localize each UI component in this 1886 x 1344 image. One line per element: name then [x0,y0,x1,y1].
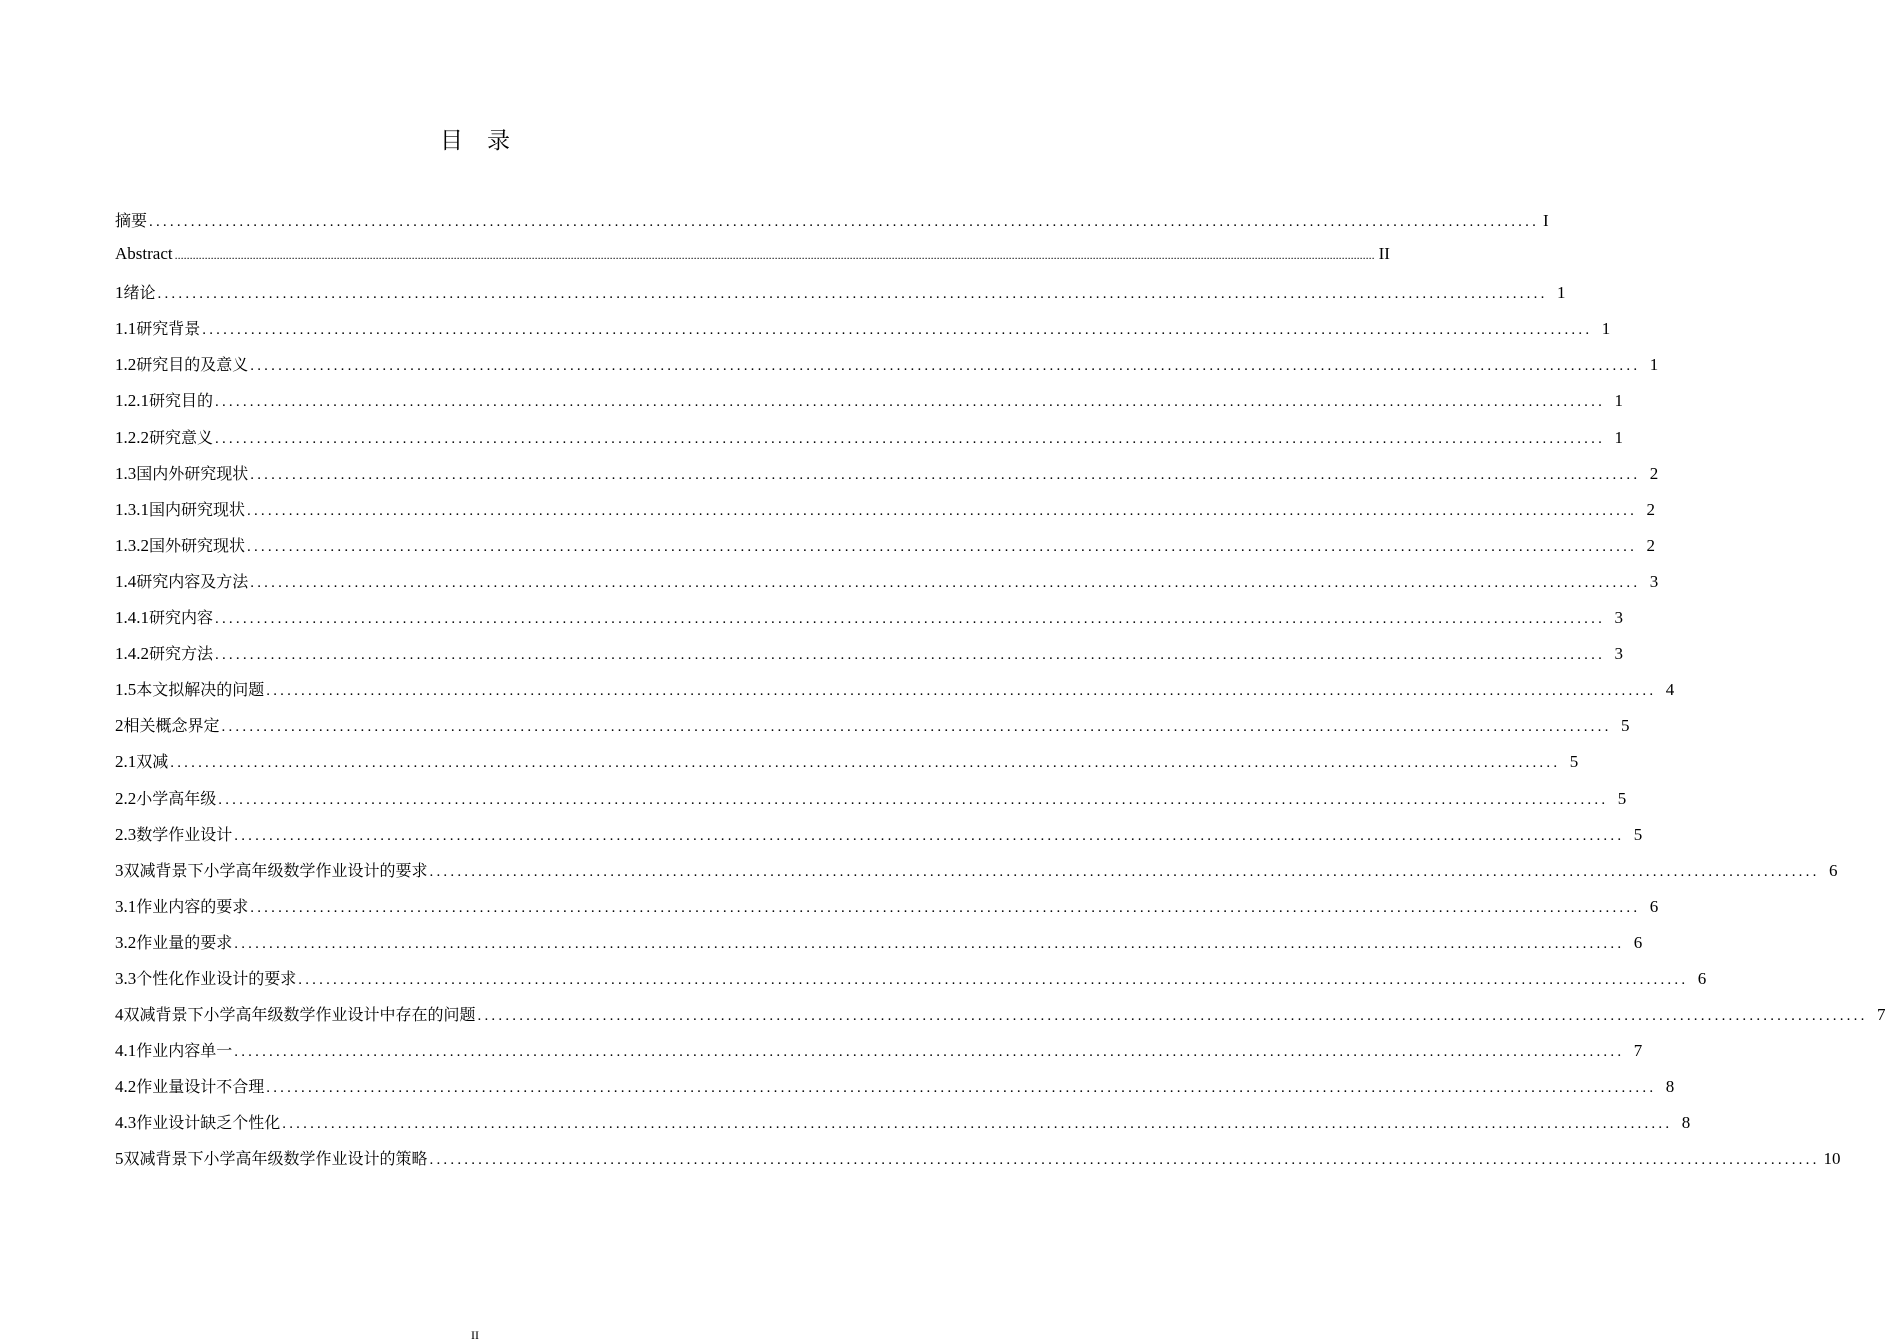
toc-entry[interactable] [115,244,1390,280]
toc-entry-page: 7 [1633,1041,1643,1061]
toc-entry-label: 国内外研究现状 [136,463,249,483]
toc-entry-leader: ........................................................................................................................................................................................................ [250,358,1641,375]
toc-entry-label: 作业内容的要求 [136,896,249,916]
toc-entry-page: 7 [1877,1005,1886,1025]
toc-entry-label: 个性化作业设计的要求 [136,968,297,988]
toc-entry[interactable] [115,677,1675,713]
toc-entry-leader: ........................................................................................................................................................................................................ [247,502,1638,519]
toc-entry-label: 双减背景下小学高年级数学作业设计的策略 [123,1149,428,1169]
toc-entry-number: 4.1 [115,1041,137,1061]
toc-entry-leader: ........................................................................................................................................................................................................ [215,394,1606,411]
toc-entry[interactable] [115,280,1566,316]
toc-entry-page: 5 [1633,824,1643,844]
toc-entry-page: I [1543,211,1549,230]
toc-entry-number: 2.1 [115,752,137,772]
toc-entry-page: 6 [1829,860,1838,880]
toc-entry-page: 6 [1697,968,1707,988]
toc-entry-leader: ........................................................................................................................................................................................................ [149,214,1540,230]
toc-entry-leader: ........................................................................................................................................................................................................ [157,286,1548,303]
toc-entry-label: 作业内容单一 [136,1041,233,1061]
toc-entry-page: 10 [1823,1149,1841,1169]
toc-entry-page: 1 [1557,283,1566,303]
toc-entry-number: 3.2 [115,932,137,952]
toc-entry-leader: ........................................................................................................................................................................................................ [266,683,1657,700]
toc-entry-label: 摘要 [115,211,148,230]
toc-entry-number: 1.3 [115,463,137,483]
toc-entry-number: 4.3 [115,1113,137,1133]
title-char-2: 录 [487,128,510,154]
toc-entry[interactable] [115,930,1643,966]
toc-entry-leader: ........................................................................................................................................................................................................ [202,322,1593,339]
toc-entry-page: 2 [1646,499,1656,519]
toc-entry-leader: ........................................................................................................................................................................................................ [170,755,1561,772]
toc-entry[interactable] [115,1038,1643,1074]
toc-entry-leader: ........................................................................................................................................................................................................ [234,935,1625,952]
toc-entry-number: 4 [115,1005,124,1025]
toc-entry-leader: ........................................................................................................................................................................................................ [250,899,1641,916]
toc-entry-leader: ........................................................................................................................................................................................................ [215,430,1606,447]
toc-entry-page: 6 [1649,896,1659,916]
toc-entry-page: 8 [1665,1077,1675,1097]
toc-entry-label: 绪论 [123,283,156,303]
toc-entry-page: 6 [1633,932,1643,952]
toc-entry-leader: ........................................................................................................................................................................................................ [247,538,1638,555]
toc-entry-page: 1 [1614,427,1624,447]
toc-entry-leader: ........................................................................................................................................................................................................ [234,1044,1625,1061]
toc-entry-page: 3 [1649,571,1659,591]
toc-entry-label: Abstract [115,244,173,264]
toc-entry-number: 1.4 [115,571,137,591]
toc-entry-label: 研究内容 [149,608,214,628]
toc-entry-leader: ........................................................................................................................................................................................................ [221,719,1612,736]
toc-entry-page: 3 [1614,608,1624,628]
toc-entry[interactable] [115,1002,1886,1038]
toc-entry[interactable] [115,749,1579,785]
toc-entry-label: 相关概念界定 [123,716,220,736]
toc-entry-label: 本文拟解决的问题 [136,680,265,700]
toc-entry-label: 双减 [136,752,169,772]
toc-entry[interactable] [115,352,1659,388]
toc-entry-number: 1 [115,283,124,303]
toc-entry-page: 4 [1665,680,1675,700]
toc-entry-leader: ........................................................................................................................................................................................................ [298,971,1689,988]
title-char-1: 目 [440,128,463,154]
toc-entry-number: 3 [115,860,124,880]
toc-entry-label: 小学高年级 [136,788,217,808]
toc-entry-leader: ........................................................................................................................................................................................................ [429,1152,1820,1169]
toc-entry-page: 8 [1681,1113,1691,1133]
toc-entry-number: 1.4.1 [115,608,149,628]
toc-entry[interactable] [115,461,1659,497]
toc-entry[interactable] [115,822,1643,858]
toc-entry-number: 1.2 [115,355,137,375]
toc-entry-page: 3 [1614,644,1624,664]
toc-entry-label: 研究目的 [149,391,214,411]
toc-entry-number: 2.3 [115,824,137,844]
toc-entry[interactable] [115,388,1624,424]
toc-entry-page: 1 [1614,391,1624,411]
toc-entry[interactable] [115,786,1627,822]
toc-entry-label: 研究方法 [149,644,214,664]
toc-entry-label: 国内研究现状 [149,499,246,519]
toc-entry-number: 1.3.1 [115,499,149,519]
toc-entry-leader: ........................................................................................................................................................................................................ [215,611,1606,628]
toc-entry[interactable] [115,425,1624,461]
page-title [0,122,950,155]
toc-entry[interactable] [115,1074,1675,1110]
toc-entry[interactable] [115,208,1549,244]
toc-entry-leader: ........................................................................................................................................................................................................ [250,466,1641,483]
toc-entry-number: 1.3.2 [115,535,149,555]
toc-entry[interactable] [115,894,1659,930]
toc-entry-number: 4.2 [115,1077,137,1097]
toc-entry-number: 1.2.2 [115,427,149,447]
toc-entry-number: 1.5 [115,680,137,700]
toc-entry-label: 双减背景下小学高年级数学作业设计中存在的问题 [123,1005,476,1025]
toc-entry-label: 数学作业设计 [136,824,233,844]
toc-entry-number: 2 [115,716,124,736]
toc-entry-leader: ................................................................................................................................................................................................................................................................................................................................................................................................................ [174,248,1375,263]
toc-entry[interactable] [115,858,1838,894]
toc-entry-page: II [1378,244,1390,264]
toc-entry[interactable] [115,497,1656,533]
toc-entry-leader: ........................................................................................................................................................................................................ [250,574,1641,591]
toc-entry-label: 国外研究现状 [149,535,246,555]
toc-entry[interactable] [115,641,1624,677]
toc-entry-label: 研究背景 [136,319,201,339]
toc-entry-number: 1.4.2 [115,644,149,664]
toc-entry-page: 1 [1649,355,1659,375]
toc-entry[interactable] [115,569,1659,605]
toc-entry-label: 作业量的要求 [136,932,233,952]
toc-entry-page: 5 [1617,788,1627,808]
toc-entry[interactable] [115,605,1624,641]
toc-entry-page: 5 [1569,752,1579,772]
toc-entry-label: 作业量设计不合理 [136,1077,265,1097]
toc-entry-label: 研究目的及意义 [136,355,249,375]
footer-page-number: II [471,1328,479,1342]
toc-entry-label: 研究意义 [149,427,214,447]
toc-entry[interactable] [115,316,1611,352]
toc-entry-page: 2 [1646,535,1656,555]
toc-entry[interactable] [115,713,1630,749]
toc-entry-label: 双减背景下小学高年级数学作业设计的要求 [123,860,428,880]
toc-entry-leader: ........................................................................................................................................................................................................ [218,791,1609,808]
toc-entry-number: 3.3 [115,968,137,988]
toc-entry-number: 2.2 [115,788,137,808]
toc-entry[interactable] [115,1110,1691,1146]
table-of-contents [115,208,1886,1183]
toc-entry-leader: ........................................................................................................................................................................................................ [477,1008,1868,1025]
toc-entry-leader: ........................................................................................................................................................................................................ [215,647,1606,664]
toc-entry-leader: ........................................................................................................................................................................................................ [429,863,1820,880]
toc-entry-number: 5 [115,1149,124,1169]
toc-entry-leader: ........................................................................................................................................................................................................ [234,827,1625,844]
toc-entry-leader: ........................................................................................................................................................................................................ [266,1080,1657,1097]
toc-entry[interactable] [115,966,1707,1002]
toc-entry-page: 5 [1621,716,1630,736]
toc-entry[interactable] [115,1146,1841,1182]
toc-entry-number: 1.2.1 [115,391,149,411]
toc-entry-number: 3.1 [115,896,137,916]
toc-entry-page: 2 [1649,463,1659,483]
toc-entry-leader: ........................................................................................................................................................................................................ [282,1116,1673,1133]
toc-entry-label: 作业设计缺乏个性化 [136,1113,281,1133]
toc-entry-number: 1.1 [115,319,137,339]
toc-entry[interactable] [115,533,1656,569]
toc-entry-label: 研究内容及方法 [136,571,249,591]
toc-entry-page: 1 [1601,319,1611,339]
